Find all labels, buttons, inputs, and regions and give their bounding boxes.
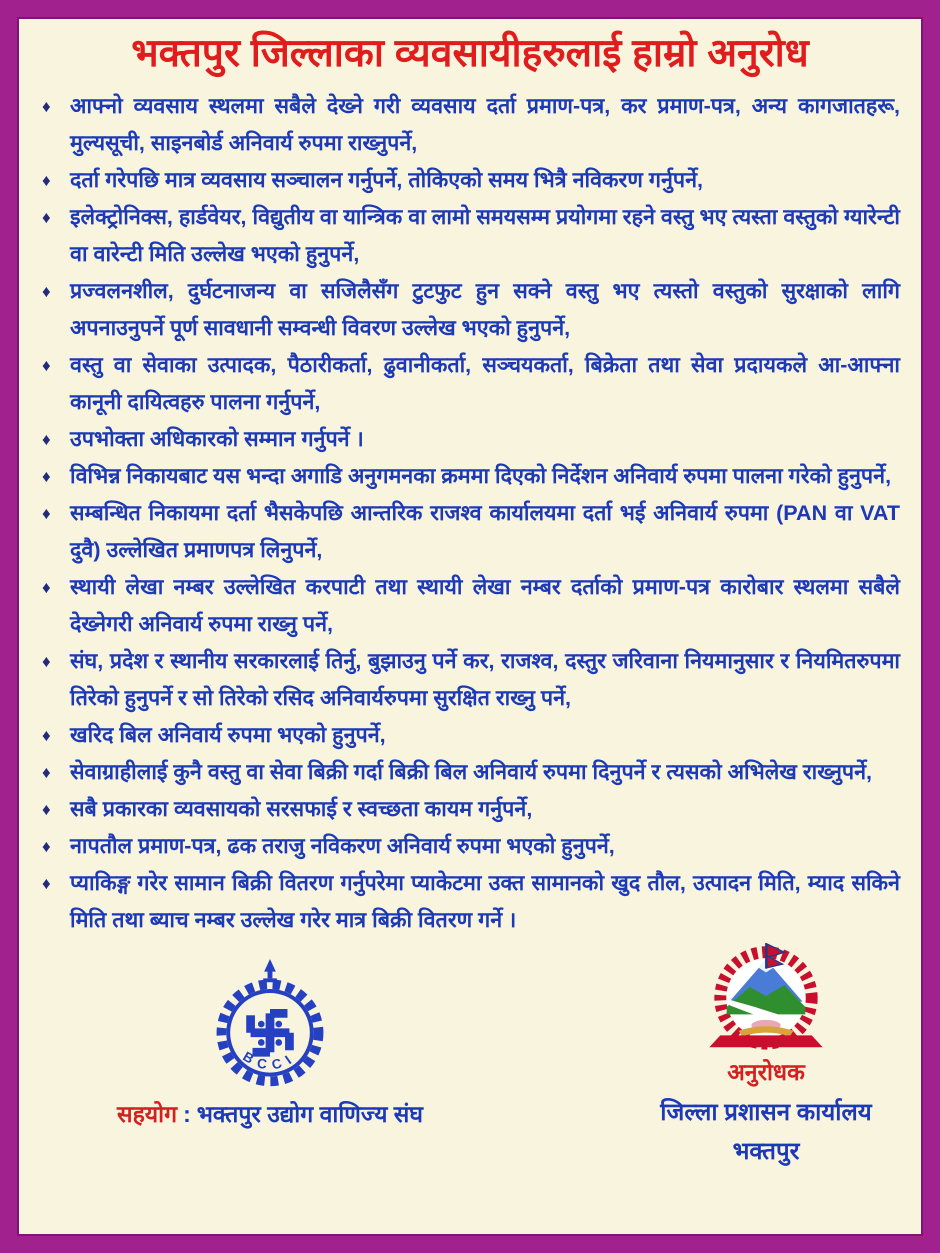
rule-text: दर्ता गरेपछि मात्र व्यवसाय सञ्चालन गर्नुपर्ने, तोकिएको समय भित्रै नविकरण गर्नुपर्ने, — [70, 167, 704, 192]
requester-block — [636, 941, 896, 1167]
rule-text: आफ्नो व्यवसाय स्थलमा सबैले देख्ने गरी व्यवसाय दर्ता प्रमाण-पत्र, कर प्रमाण-पत्र, अन्य कागजातहरू, मुल्यसूची, साइनबोर्ड अनिवार्य रुपमा राख्नुपर्ने, — [70, 93, 900, 155]
rule-text: वस्तु वा सेवाका उत्पादक, पैठारीकर्ता, ढुवानीकर्ता, सञ्चयकर्ता, बिक्रेता तथा सेवा प्रदायकले आ-आफ्ना कानूनी दायित्वहरु पालना गर्नुपर्ने, — [70, 352, 900, 414]
diamond-bullet-icon: ♦ — [42, 873, 51, 893]
rule-text: संघ, प्रदेश र स्थानीय सरकारलाई तिर्नु, बुझाउनु पर्ने कर, राजश्व, दस्तुर जरिवाना नियमानुसार र नियमितरुपमा तिरेको हुनुपर्ने र सो तिरेको रसिद अनिवार्यरुपमा सुरक्षित राख्नु पर्ने, — [70, 648, 900, 710]
requester-district: भक्तपुर — [732, 1137, 800, 1165]
rule-text: इलेक्ट्रोनिक्स, हार्डवेयर, विद्युतीय वा यान्त्रिक वा लामो समयसम्म प्रयोगमा रहने वस्तु भए त्यस्ता वस्तुको ग्यारेन्टी वा वारेन्टी मिति उल्लेख भएको हुनुपर्ने, — [70, 204, 900, 266]
rule-text: प्रज्वलनशील, दुर्घटनाजन्य वा सजिलैसँग टुटफुट हुन सक्ने वस्तु भए त्यस्तो वस्तुको सुरक्षाको लागि अपनाउनुपर्ने पूर्ण सावधानी सम्वन्धी विवरण उल्लेख भएको हुनुपर्ने, — [70, 278, 900, 340]
rule-item — [40, 791, 900, 828]
nepal-government-emblem — [702, 941, 830, 1053]
rule-item — [40, 643, 900, 717]
diamond-bullet-icon: ♦ — [42, 651, 51, 671]
rule-text: प्याकिङ्ग गरेर सामान बिक्री वितरण गर्नुपरेमा प्याकेटमा उक्त सामानको खुद तौल, उत्पादन मिति, म्याद सकिने मिति तथा ब्याच नम्बर उल्लेख गरेर मात्र बिक्री वितरण गर्ने । — [70, 870, 900, 932]
requester-office: जिल्ला प्रशासन कार्यालय — [660, 1098, 872, 1126]
notice-sheet — [17, 17, 923, 1236]
supporter-block — [70, 957, 470, 1129]
rule-text: सेवाग्राहीलाई कुनै वस्तु वा सेवा बिक्री गर्दा बिक्री बिल अनिवार्य रुपमा दिनुपर्ने र त्यसको अभिलेख राख्नुपर्ने, — [70, 759, 873, 784]
requester-label: अनुरोधक — [727, 1058, 805, 1085]
diamond-bullet-icon: ♦ — [42, 725, 51, 745]
diamond-bullet-icon: ♦ — [42, 207, 51, 227]
diamond-bullet-icon: ♦ — [42, 170, 51, 190]
diamond-bullet-icon: ♦ — [42, 577, 51, 597]
diamond-bullet-icon: ♦ — [42, 281, 51, 301]
rule-item — [40, 88, 900, 162]
diamond-bullet-icon: ♦ — [42, 503, 51, 523]
poster-footer — [40, 941, 900, 1165]
diamond-bullet-icon: ♦ — [42, 762, 51, 782]
support-label: सहयोग — [117, 1100, 178, 1127]
diamond-bullet-icon: ♦ — [42, 466, 51, 486]
rule-item — [40, 754, 900, 791]
rule-text: सबै प्रकारका व्यवसायको सरसफाई र स्वच्छता कायम गर्नुपर्ने, — [70, 796, 533, 821]
rule-item — [40, 717, 900, 754]
rule-item — [40, 421, 900, 458]
rules-list — [40, 88, 900, 939]
rule-text: नापतौल प्रमाण-पत्र, ढक तराजु नविकरण अनिवार्य रुपमा भएको हुनुपर्ने, — [70, 833, 615, 858]
rule-item — [40, 569, 900, 643]
rule-text: सम्बन्धित निकायमा दर्ता भैसकेपछि आन्तरिक राजश्व कार्यालयमा दर्ता भई अनिवार्य रुपमा (PAN वा VAT दुवै) उल्लेखित प्रमाणपत्र लिनुपर्ने, — [70, 500, 900, 562]
rule-item — [40, 458, 900, 495]
rule-text: स्थायी लेखा नम्बर उल्लेखित करपाटी तथा स्थायी लेखा नम्बर दर्ताको प्रमाण-पत्र कारोबार स्थलमा सबैले देख्नेगरी अनिवार्य रुपमा राख्नु पर्ने, — [70, 574, 900, 636]
rule-item — [40, 199, 900, 273]
rule-item — [40, 495, 900, 569]
rule-item — [40, 828, 900, 865]
rule-text: विभिन्न निकायबाट यस भन्दा अगाडि अनुगमनका क्रममा दिएको निर्देशन अनिवार्य रुपमा पालना गरेको हुनुपर्ने, — [70, 463, 892, 488]
diamond-bullet-icon: ♦ — [42, 96, 51, 116]
caption-separator: : — [183, 1100, 191, 1127]
diamond-bullet-icon: ♦ — [42, 799, 51, 819]
supporter-organization: भक्तपुर उद्योग वाणिज्य संघ — [196, 1100, 423, 1127]
rule-item — [40, 347, 900, 421]
diamond-bullet-icon: ♦ — [42, 355, 51, 375]
bcci-letters: BCCI — [240, 1048, 300, 1073]
rule-item — [40, 865, 900, 939]
bcci-gear-swastika-logo — [211, 957, 329, 1093]
poster-title: भक्तपुर जिल्लाका व्यवसायीहरुलाई हाम्रो अनुरोध — [131, 32, 809, 75]
rule-item — [40, 273, 900, 347]
diamond-bullet-icon: ♦ — [42, 429, 51, 449]
diamond-bullet-icon: ♦ — [42, 836, 51, 856]
supporter-caption — [70, 1097, 470, 1129]
rule-text: खरिद बिल अनिवार्य रुपमा भएको हुनुपर्ने, — [70, 722, 386, 747]
rule-text: उपभोक्ता अधिकारको सम्मान गर्नुपर्ने । — [70, 426, 364, 451]
rule-item — [40, 162, 900, 199]
